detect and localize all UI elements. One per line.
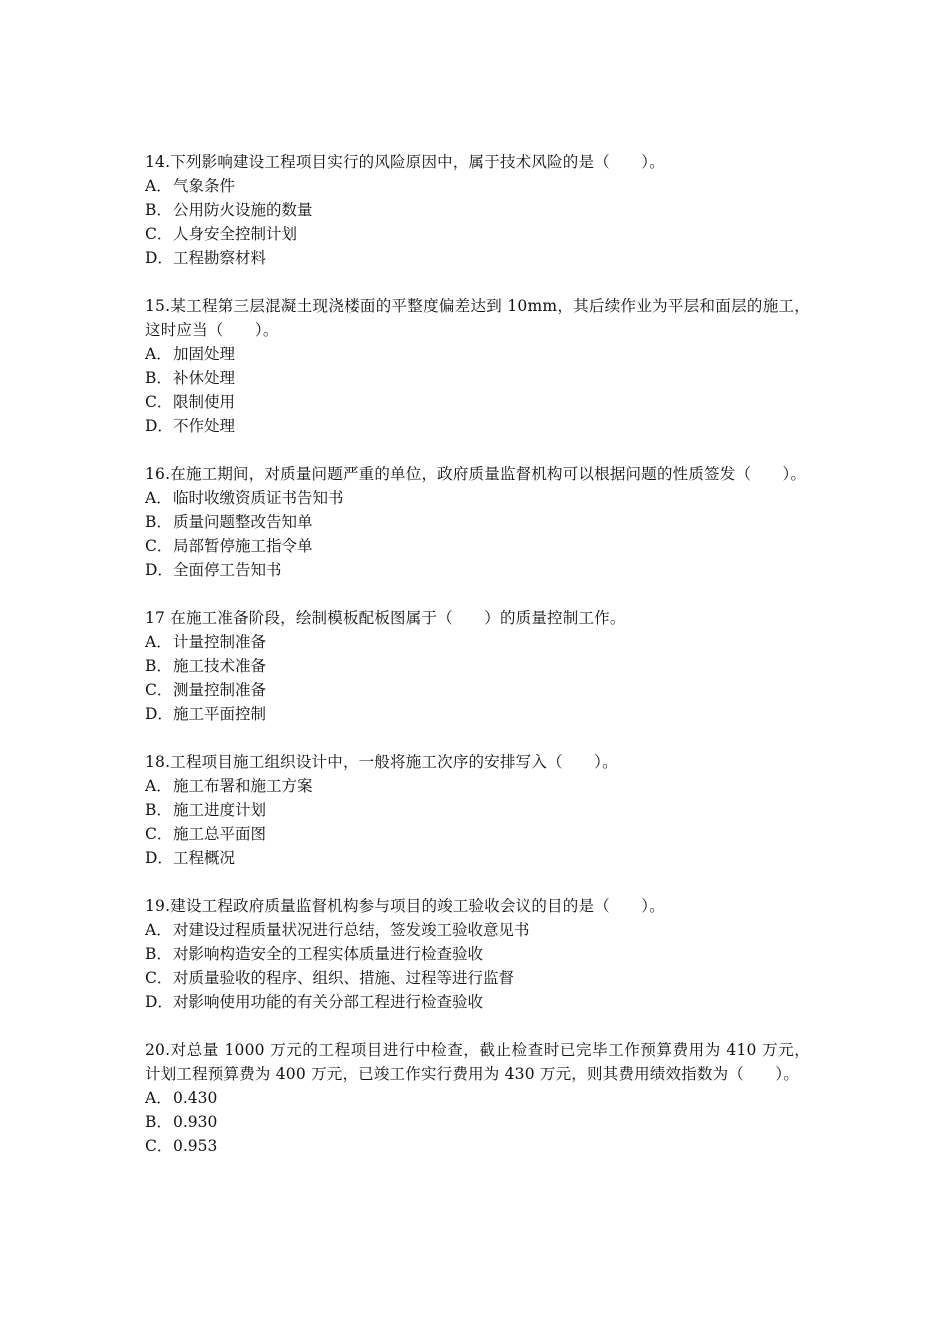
option-letter: D．	[145, 849, 173, 867]
option-b	[145, 198, 810, 222]
option-letter: A．	[145, 633, 172, 651]
option-letter: A．	[145, 177, 172, 195]
option-text: 补休处理	[173, 369, 236, 387]
option-text: 质量问题整改告知单	[173, 513, 313, 531]
option-a	[145, 486, 810, 510]
option-letter: D．	[145, 249, 173, 267]
question-stem: 17 在施工准备阶段，绘制模板配板图属于（ ）的质量控制工作。	[145, 609, 626, 627]
option-c	[145, 390, 810, 414]
option-text: 局部暂停施工指令单	[173, 537, 313, 555]
option-d	[145, 558, 810, 582]
option-a	[145, 630, 810, 654]
option-letter: A．	[145, 1089, 172, 1107]
option-letter: D．	[145, 993, 173, 1011]
option-text: 施工进度计划	[173, 801, 267, 819]
option-letter: B．	[145, 1113, 172, 1131]
question-stem: 16.在施工期间，对质量问题严重的单位，政府质量监督机构可以根据问题的性质签发（ ）。	[145, 465, 807, 483]
option-text: 对影响构造安全的工程实体质量进行检查验收	[173, 945, 484, 963]
option-a	[145, 918, 810, 942]
option-a	[145, 342, 810, 366]
option-list	[145, 774, 810, 870]
option-text: 0.930	[173, 1113, 218, 1131]
question-14	[145, 150, 810, 270]
option-c	[145, 678, 810, 702]
option-letter: C．	[145, 969, 173, 987]
option-text: 施工技术准备	[173, 657, 267, 675]
option-letter: C．	[145, 1137, 173, 1155]
option-list	[145, 1086, 810, 1158]
question-stem: 14.下列影响建设工程项目实行的风险原因中，属于技术风险的是（ ）。	[145, 153, 665, 171]
question-17	[145, 606, 810, 726]
option-text: 工程勘察材料	[173, 249, 267, 267]
question-15	[145, 294, 810, 438]
option-c	[145, 222, 810, 246]
option-letter: C．	[145, 825, 173, 843]
option-b	[145, 942, 810, 966]
option-b	[145, 798, 810, 822]
option-letter: C．	[145, 681, 173, 699]
option-letter: C．	[145, 393, 173, 411]
option-a	[145, 774, 810, 798]
option-letter: A．	[145, 921, 172, 939]
option-text: 计量控制准备	[173, 633, 267, 651]
option-a	[145, 174, 810, 198]
option-letter: A．	[145, 345, 172, 363]
option-b	[145, 1110, 810, 1134]
option-c	[145, 1134, 810, 1158]
option-letter: A．	[145, 777, 172, 795]
option-b	[145, 654, 810, 678]
question-stem: 18.工程项目施工组织设计中，一般将施工次序的安排写入（ ）。	[145, 753, 618, 771]
option-letter: D．	[145, 417, 173, 435]
option-d	[145, 246, 810, 270]
option-letter: D．	[145, 705, 173, 723]
option-text: 限制使用	[173, 393, 236, 411]
option-letter: C．	[145, 225, 173, 243]
option-text: 测量控制准备	[173, 681, 267, 699]
question-16	[145, 462, 810, 582]
option-text: 全面停工告知书	[173, 561, 282, 579]
option-text: 不作处理	[173, 417, 236, 435]
option-text: 施工总平面图	[173, 825, 267, 843]
option-d	[145, 990, 810, 1014]
option-d	[145, 414, 810, 438]
option-a	[145, 1086, 810, 1110]
question-stem: 20.对总量 1000 万元的工程项目进行中检查，截止检查时已完毕工作预算费用为 410 万元，计划工程预算费为 400 万元，已竣工作实行费用为 430 万元，则其费用绩效指数为（ ）。	[145, 1041, 810, 1083]
option-letter: B．	[145, 945, 172, 963]
option-list	[145, 918, 810, 1014]
option-text: 施工平面控制	[173, 705, 267, 723]
option-list	[145, 174, 810, 270]
option-letter: B．	[145, 801, 172, 819]
option-text: 加固处理	[173, 345, 236, 363]
option-text: 临时收缴资质证书告知书	[173, 489, 344, 507]
option-text: 0.953	[173, 1137, 218, 1155]
question-stem: 15.某工程第三层混凝土现浇楼面的平整度偏差达到 10mm，其后续作业为平层和面层的施工，这时应当（ ）。	[145, 297, 810, 339]
question-20	[145, 1038, 810, 1158]
option-letter: B．	[145, 369, 172, 387]
option-text: 气象条件	[173, 177, 236, 195]
option-letter: B．	[145, 201, 172, 219]
option-text: 公用防火设施的数量	[173, 201, 313, 219]
option-b	[145, 510, 810, 534]
option-list	[145, 486, 810, 582]
document-page	[145, 150, 810, 1182]
question-18	[145, 750, 810, 870]
option-text: 0.430	[173, 1089, 218, 1107]
option-b	[145, 366, 810, 390]
option-letter: C．	[145, 537, 173, 555]
option-text: 对建设过程质量状况进行总结，签发竣工验收意见书	[173, 921, 530, 939]
option-letter: B．	[145, 657, 172, 675]
option-text: 人身安全控制计划	[173, 225, 298, 243]
option-letter: A．	[145, 489, 172, 507]
option-c	[145, 534, 810, 558]
option-d	[145, 702, 810, 726]
option-d	[145, 846, 810, 870]
option-list	[145, 342, 810, 438]
option-c	[145, 966, 810, 990]
option-letter: B．	[145, 513, 172, 531]
option-text: 对质量验收的程序、组织、措施、过程等进行监督	[173, 969, 515, 987]
option-c	[145, 822, 810, 846]
option-text: 对影响使用功能的有关分部工程进行检查验收	[173, 993, 484, 1011]
option-letter: D．	[145, 561, 173, 579]
question-stem: 19.建设工程政府质量监督机构参与项目的竣工验收会议的目的是（ ）。	[145, 897, 665, 915]
option-list	[145, 630, 810, 726]
question-19	[145, 894, 810, 1014]
option-text: 工程概况	[173, 849, 236, 867]
option-text: 施工布署和施工方案	[173, 777, 313, 795]
